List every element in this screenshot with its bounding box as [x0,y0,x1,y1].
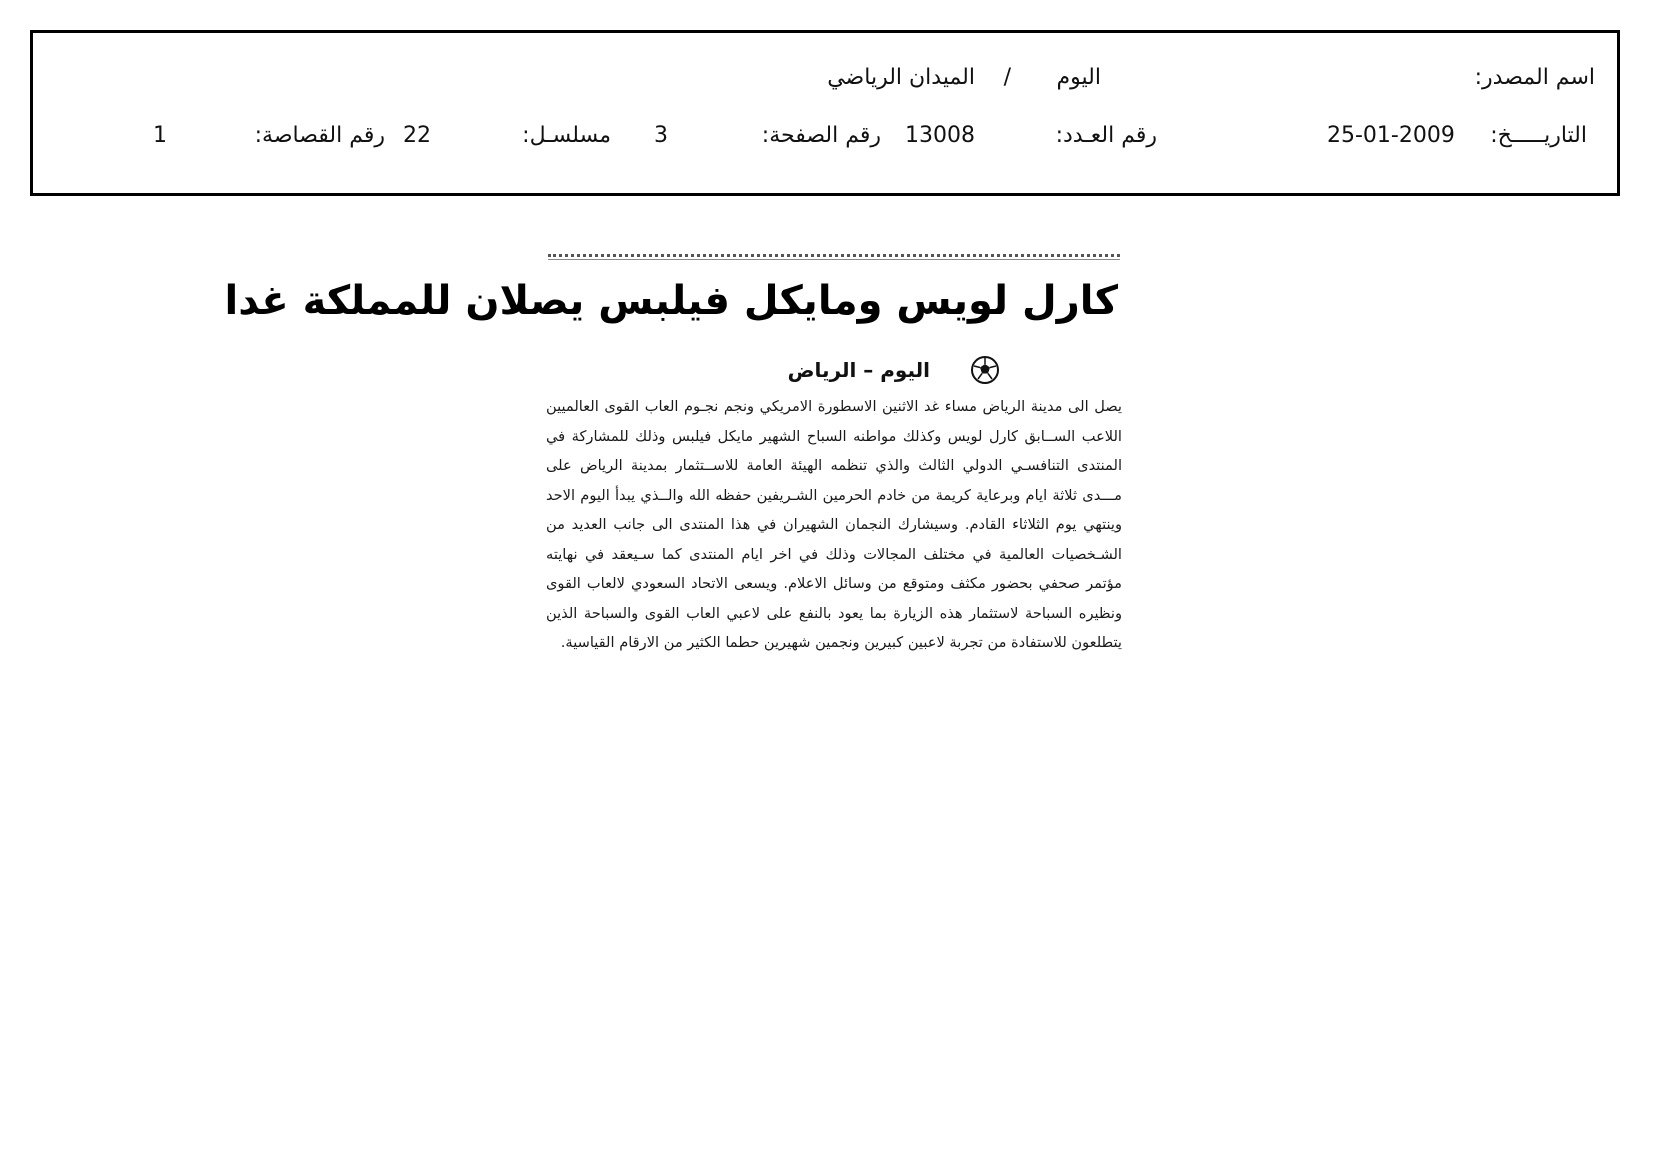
soccer-ball-icon [970,355,1000,385]
date-label: التاريـــــخ: [1490,123,1587,148]
article-headline: كارل لويس ومايكل فيلبس يصلان للمملكة غدا [224,278,1118,324]
source-section: الميدان الرياضي [827,65,975,90]
clipping-label: رقم القصاصة: [254,123,385,148]
source-name: اليوم [1056,65,1101,90]
page-label: رقم الصفحة: [761,123,881,148]
metadata-header-box [30,30,1620,196]
source-separator: / [1003,65,1011,90]
article-byline: اليوم – الرياض [787,358,930,382]
issue-label: رقم العـدد: [1055,123,1157,148]
source-label: اسم المصدر: [1474,65,1595,90]
page-value: 3 [654,123,668,148]
clipping-top-rule-line [548,259,1120,260]
issue-value: 13008 [905,123,975,148]
serial-value: 22 [403,123,431,148]
article-body: يصل الى مدينة الرياض مساء غد الاثنين الاسطورة الامريكي ونجم نجـوم العاب القوى العالميين اللاعب الســابق كارل لويس وكذلك مواطنه السباح الشهير مايكل فيلبس وذلك للمشاركة في المنتدى التنافسـي الدولي الثالث والذي تنظمه الهيئة العامة للاســتثمار بمدينة الرياض على مـــدى ثلاثة ايام وبرعاية كريمة من خادم الحرمين الشـريفين حفظه الله والــذي يبدأ اليوم الاحد وينتهي يوم الثلاثاء القادم. وسيشارك النجمان الشهيران في هذا المنتدى الى جانب العديد من الشـخصيات العالمية في مختلف المجالات وذلك في اخر ايام المنتدى كما سـيعقد في نهايته مؤتمر صحفي بحضور مكثف ومتوقع من وسائل الاعلام. ويسعى الاتحاد السعودي لالعاب القوى ونظيره السباحة لاستثمار هذه الزيارة بما يعود بالنفع على لاعبي العاب القوى والسباحة الذين يتطلعون للاستفادة من تجربة لاعبين كبيرين ونجمين شهيرين حطما الكثير من الارقام القياسية. [546,398,1122,651]
serial-label: مسلسـل: [522,123,611,148]
clipping-value: 1 [153,123,167,148]
clipping-top-rule [548,254,1120,257]
date-value: 25-01-2009 [1327,123,1455,148]
